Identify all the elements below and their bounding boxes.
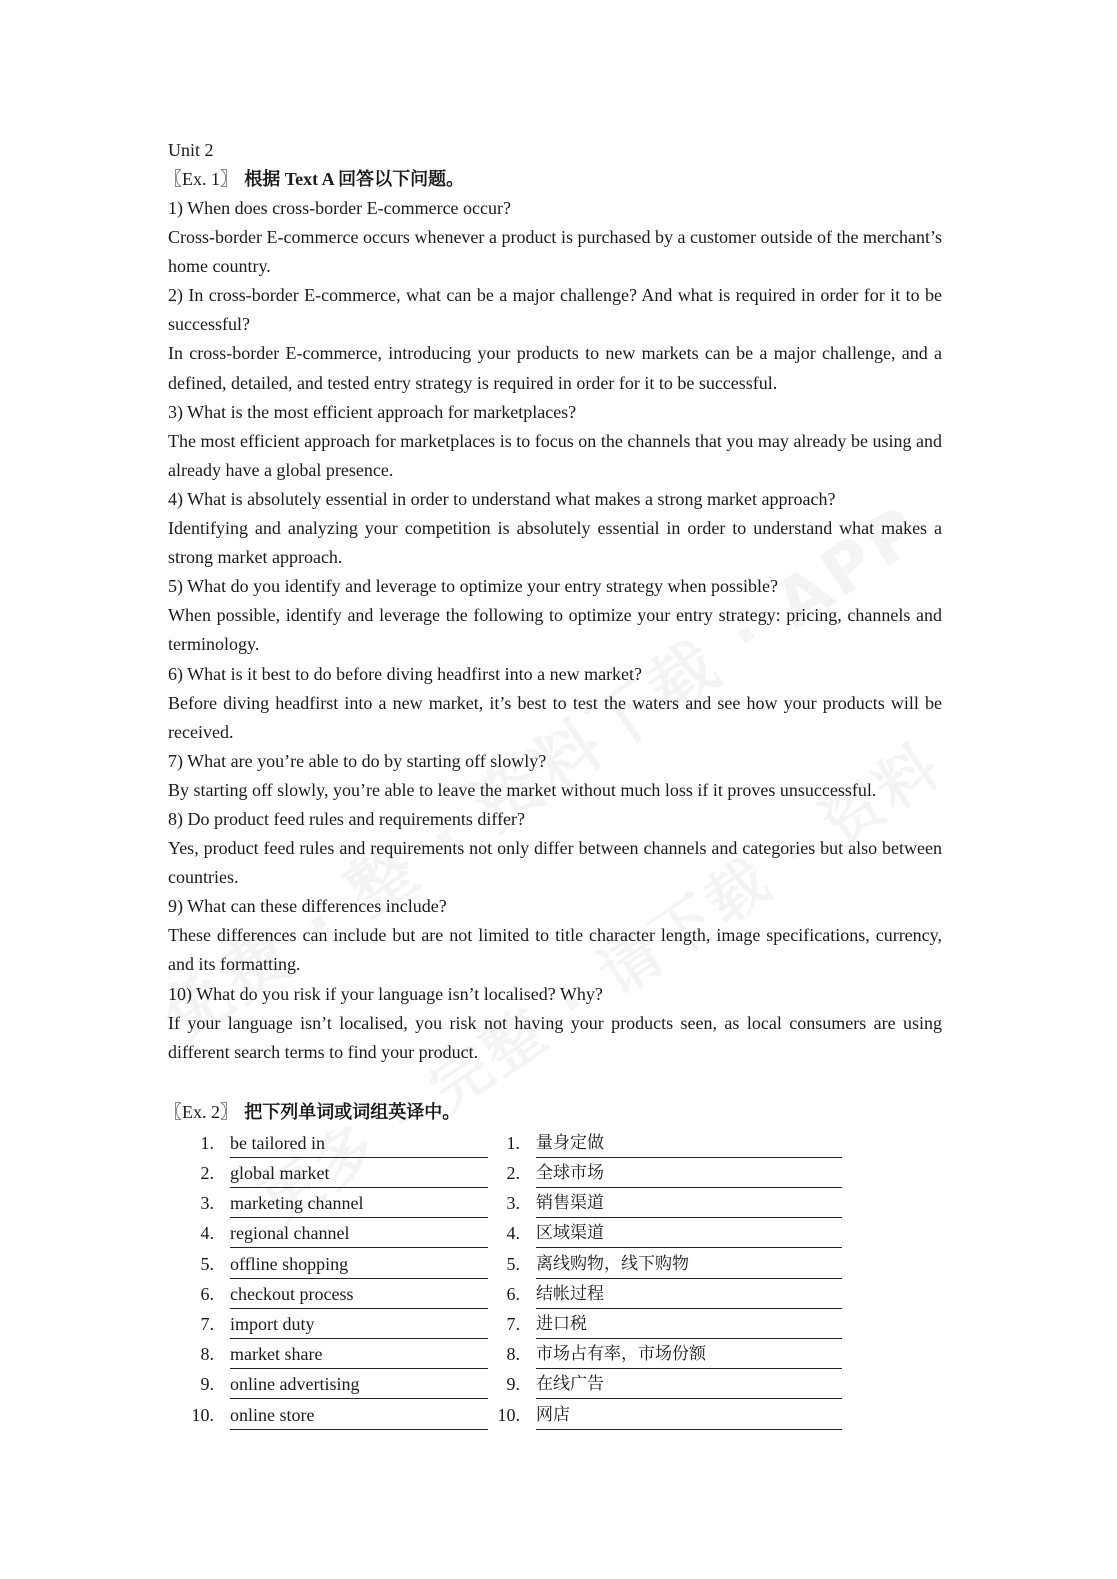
answer-5: When possible, identify and leverage the following to optimize your entry strategy: pricing, channels and terminology. — [168, 605, 942, 655]
answer-7: By starting off slowly, you’re able to leave the market without much loss if it proves unsuccessful. — [168, 779, 877, 800]
item-number: 7. — [506, 1314, 520, 1334]
ex1-tag: 〖Ex. 1〗 — [164, 169, 238, 189]
unit-title: Unit 2 — [168, 140, 214, 160]
english-term: offline shopping — [230, 1250, 488, 1279]
item-number: 9. — [200, 1374, 214, 1395]
english-term: online store — [230, 1401, 488, 1430]
vocab-row — [168, 1189, 942, 1219]
item-number: 5. — [506, 1253, 520, 1274]
chinese-translation: 在线广告 — [536, 1370, 842, 1399]
chinese-translation: 网店 — [536, 1401, 842, 1430]
ex1-question-list — [168, 194, 942, 1067]
question-9: 9) What can these differences include? — [168, 896, 447, 917]
question-7: 7) What are you’re able to do by starting off slowly? — [168, 750, 547, 771]
english-term: checkout process — [230, 1280, 488, 1309]
vocab-row — [168, 1370, 942, 1400]
ex1-instruction: 根据 Text A 回答以下问题。 — [244, 169, 465, 189]
chinese-translation: 离线购物，线下购物 — [536, 1250, 842, 1279]
chinese-translation: 量身定做 — [536, 1129, 842, 1158]
item-number: 9. — [506, 1374, 520, 1395]
answer-2: In cross-border E-commerce, introducing your products to new markets can be a major challenge, and a defined, detailed, and tested entry strategy is required in order for it to be successful. — [168, 343, 942, 393]
vocab-row — [168, 1129, 942, 1159]
english-term: online advertising — [230, 1370, 488, 1399]
item-number: 1. — [506, 1132, 520, 1153]
question-10: 10) What do you risk if your language isn’t localised? Why? — [168, 983, 603, 1004]
vocab-row — [168, 1310, 942, 1340]
english-term: import duty — [230, 1310, 488, 1339]
item-number: 2. — [200, 1163, 214, 1183]
vocab-row — [168, 1401, 942, 1431]
ex2-heading — [164, 1098, 942, 1127]
item-number: 8. — [200, 1344, 214, 1365]
answer-10: If your language isn’t localised, you risk not having your products seen, as local consumers are using different search terms to find your product. — [168, 1012, 942, 1062]
question-3: 3) What is the most efficient approach for marketplaces? — [168, 401, 577, 422]
question-5: 5) What do you identify and leverage to optimize your entry strategy when possible? — [168, 576, 778, 597]
chinese-translation: 销售渠道 — [536, 1189, 842, 1218]
chinese-translation: 区域渠道 — [536, 1219, 842, 1248]
english-term: marketing channel — [230, 1189, 488, 1218]
vocab-row — [168, 1250, 942, 1280]
item-number: 7. — [200, 1314, 214, 1334]
english-term: market share — [230, 1340, 488, 1369]
chinese-translation: 全球市场 — [536, 1159, 842, 1188]
item-number: 2. — [506, 1163, 520, 1183]
item-number: 8. — [506, 1344, 520, 1365]
ex2-instruction: 把下列单词或词组英译中。 — [244, 1101, 461, 1122]
question-2: 2) In cross-border E-commerce, what can be a major challenge? And what is required in order for it to be successful? — [168, 285, 942, 335]
item-number: 4. — [200, 1223, 214, 1244]
ex1-heading — [164, 165, 942, 194]
vocab-row — [168, 1159, 942, 1189]
item-number: 1. — [200, 1132, 214, 1153]
vocab-row — [168, 1280, 942, 1310]
english-term: regional channel — [230, 1219, 488, 1248]
answer-4: Identifying and analyzing your competition is absolutely essential in order to understand what makes a strong market approach. — [168, 518, 942, 568]
question-1: 1) When does cross-border E-commerce occur? — [168, 198, 512, 218]
chinese-translation: 进口税 — [536, 1310, 842, 1339]
question-6: 6) What is it best to do before diving headfirst into a new market? — [168, 663, 643, 684]
question-8: 8) Do product feed rules and requirements differ? — [168, 808, 526, 829]
english-term: global market — [230, 1159, 488, 1188]
vocab-row — [168, 1340, 942, 1370]
item-number: 6. — [200, 1283, 214, 1304]
item-number: 10. — [497, 1404, 520, 1425]
page-content — [164, 136, 942, 1434]
chinese-translation: 结帐过程 — [536, 1280, 842, 1309]
answer-6: Before diving headfirst into a new market, it’s best to test the waters and see how your products will be received. — [168, 692, 942, 742]
answer-3: The most efficient approach for marketplaces is to focus on the channels that you may already be using and already have a global presence. — [168, 430, 942, 480]
item-number: 10. — [191, 1404, 214, 1425]
answer-9: These differences can include but are not limited to title character length, image specifications, currency, and its formatting. — [168, 925, 942, 975]
ex2-vocab-table — [168, 1129, 942, 1434]
answer-8: Yes, product feed rules and requirements not only differ between channels and categories but also between countries. — [168, 838, 942, 888]
item-number: 5. — [200, 1253, 214, 1274]
answer-1: Cross-border E-commerce occurs whenever a product is purchased by a customer outside of the merchant’s home country. — [168, 227, 942, 277]
question-4: 4) What is absolutely essential in order to understand what makes a strong market approach? — [168, 488, 836, 509]
vocab-row — [168, 1219, 942, 1249]
item-number: 4. — [506, 1223, 520, 1244]
chinese-translation: 市场占有率，市场份额 — [536, 1340, 842, 1369]
item-number: 3. — [200, 1193, 214, 1214]
item-number: 3. — [506, 1193, 520, 1214]
english-term: be tailored in — [230, 1129, 488, 1158]
ex2-tag: 〖Ex. 2〗 — [164, 1101, 238, 1122]
item-number: 6. — [506, 1283, 520, 1304]
